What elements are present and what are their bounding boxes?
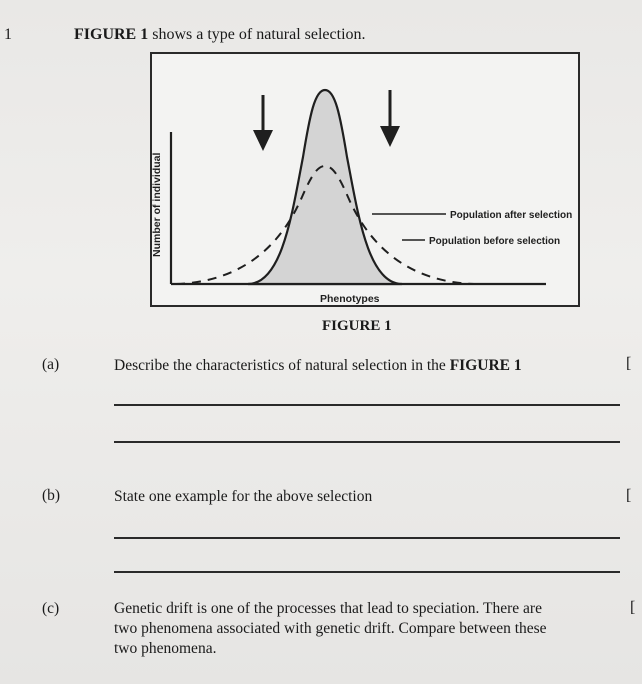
part-a-label: (a)	[42, 356, 60, 373]
part-a-text	[114, 356, 522, 376]
part-c-line-3: two phenomena.	[114, 640, 217, 657]
y-axis-label: Number of individual	[151, 152, 163, 257]
part-a-figure-ref: FIGURE 1	[449, 357, 522, 374]
part-c-label: (c)	[42, 600, 60, 617]
x-axis-label: Phenotypes	[320, 293, 380, 305]
part-c-text	[114, 599, 547, 659]
part-b-answer-line-1[interactable]	[114, 537, 620, 539]
part-b-answer-line-2[interactable]	[114, 571, 620, 573]
part-a-answer-line-1[interactable]	[114, 404, 620, 406]
part-b-text: State one example for the above selection	[114, 488, 373, 505]
part-c-line-1: Genetic drift is one of the processes that lead to speciation. There are	[114, 600, 542, 617]
part-a-mark: [	[626, 355, 632, 372]
part-a-prefix: Describe the characteristics of natural selection in the	[114, 357, 450, 374]
legend-before-label: Population before selection	[429, 236, 561, 247]
part-c-line-2: two phenomena associated with genetic drift. Compare between these	[114, 620, 547, 637]
figure-reference: FIGURE 1	[74, 26, 149, 43]
question-number: 1	[4, 26, 12, 43]
intro-text: shows a type of natural selection.	[148, 26, 366, 43]
selection-figure	[150, 52, 582, 310]
part-b-label: (b)	[42, 487, 61, 504]
legend-after-label: Population after selection	[450, 210, 573, 221]
part-a-answer-line-2[interactable]	[114, 441, 620, 443]
part-b-mark: [	[626, 487, 632, 504]
question-intro	[74, 26, 366, 44]
part-c-mark: [	[630, 599, 636, 616]
figure-caption: FIGURE 1	[322, 318, 392, 334]
